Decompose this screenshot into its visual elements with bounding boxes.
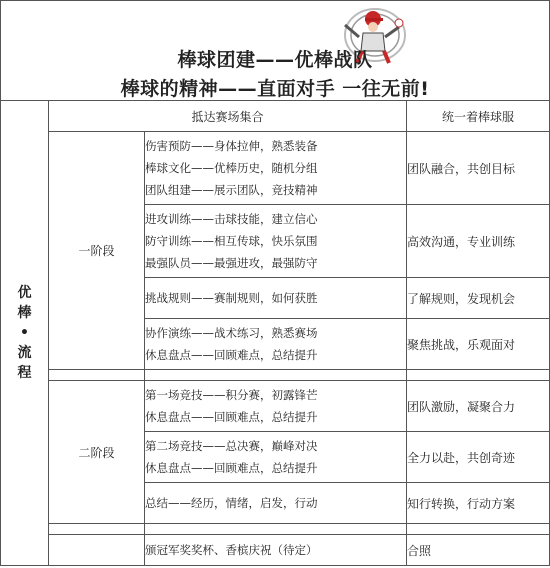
- col-header-uniform: 统一着棒球服: [407, 101, 550, 132]
- goal-cell: 知行转换，行动方案: [407, 483, 550, 524]
- separator-cell: [145, 524, 407, 535]
- flow-label: [1, 101, 49, 566]
- activity-line: 防守训练——相互传球，快乐氛围: [145, 234, 318, 248]
- table-row: [1, 381, 550, 432]
- flow-char: 棒: [17, 305, 32, 321]
- goal-cell: 团队激励，凝聚合力: [407, 381, 550, 432]
- activity-line: 棒球文化——优棒历史，随机分组: [145, 161, 318, 175]
- schedule-table: [0, 100, 550, 566]
- activity-line: 休息盘点——回顾难点，总结提升: [145, 348, 318, 362]
- phase-empty-cell: [49, 535, 145, 566]
- table-header-row: [1, 101, 550, 132]
- activity-cell: [145, 432, 407, 483]
- activity-line: 休息盘点——回顾难点，总结提升: [145, 410, 318, 424]
- activity-line: 团队组建——展示团队，竞技精神: [145, 183, 318, 197]
- table-separator: [1, 524, 550, 535]
- goal-cell: 全力以赴，共创奇迹: [407, 432, 550, 483]
- flow-char: •: [20, 325, 29, 341]
- separator-cell: [145, 370, 407, 381]
- phase-two: 二阶段: [49, 381, 145, 524]
- goal-cell: 聚焦挑战，乐观面对: [407, 319, 550, 370]
- activity-cell: [145, 132, 407, 205]
- flow-char: 流: [17, 345, 32, 361]
- activity-line: 第一场竞技——积分赛，初露锋芒: [145, 388, 318, 402]
- activity-line: 协作演练——战术练习，熟悉赛场: [145, 326, 318, 340]
- page-title: 棒球团建——优棒战队: [177, 49, 373, 71]
- table-row: [1, 535, 550, 566]
- flow-char: 程: [17, 365, 32, 381]
- activity-cell: [145, 205, 407, 278]
- activity-cell: [145, 483, 407, 524]
- separator-cell: [49, 524, 145, 535]
- goal-cell: 合照: [407, 535, 550, 566]
- col-header-gather: 抵达赛场集合: [49, 101, 407, 132]
- activity-cell: [145, 535, 407, 566]
- activity-line: 挑战规则——赛制规则，如何获胜: [145, 291, 318, 305]
- activity-cell: [145, 319, 407, 370]
- separator-cell: [407, 370, 550, 381]
- activity-line: 伤害预防——身体拉伸，熟悉装备: [145, 139, 318, 153]
- separator-cell: [407, 524, 550, 535]
- flow-char: 优: [17, 285, 32, 301]
- activity-cell: [145, 381, 407, 432]
- table-row: [1, 132, 550, 205]
- activity-line: 休息盘点——回顾难点，总结提升: [145, 461, 318, 475]
- separator-cell: [49, 370, 145, 381]
- goal-cell: 了解规则，发现机会: [407, 278, 550, 319]
- activity-line: 最强队员——最强进攻，最强防守: [145, 256, 318, 270]
- table-separator: [1, 370, 550, 381]
- goal-cell: 团队融合，共创目标: [407, 132, 550, 205]
- phase-one: 一阶段: [49, 132, 145, 370]
- activity-line: 总结——经历，情绪，启发，行动: [145, 496, 318, 510]
- activity-line: 第二场竞技——总决赛，巅峰对决: [145, 439, 318, 453]
- goal-cell: 高效沟通，专业训练: [407, 205, 550, 278]
- activity-line: 进攻训练——击球技能，建立信心: [145, 212, 318, 226]
- activity-line: 颁冠军奖奖杯、香槟庆祝（待定）: [145, 543, 318, 557]
- activity-cell: [145, 278, 407, 319]
- header-banner: [0, 0, 550, 101]
- page-subtitle: 棒球的精神——直面对手 一往无前!: [120, 78, 430, 100]
